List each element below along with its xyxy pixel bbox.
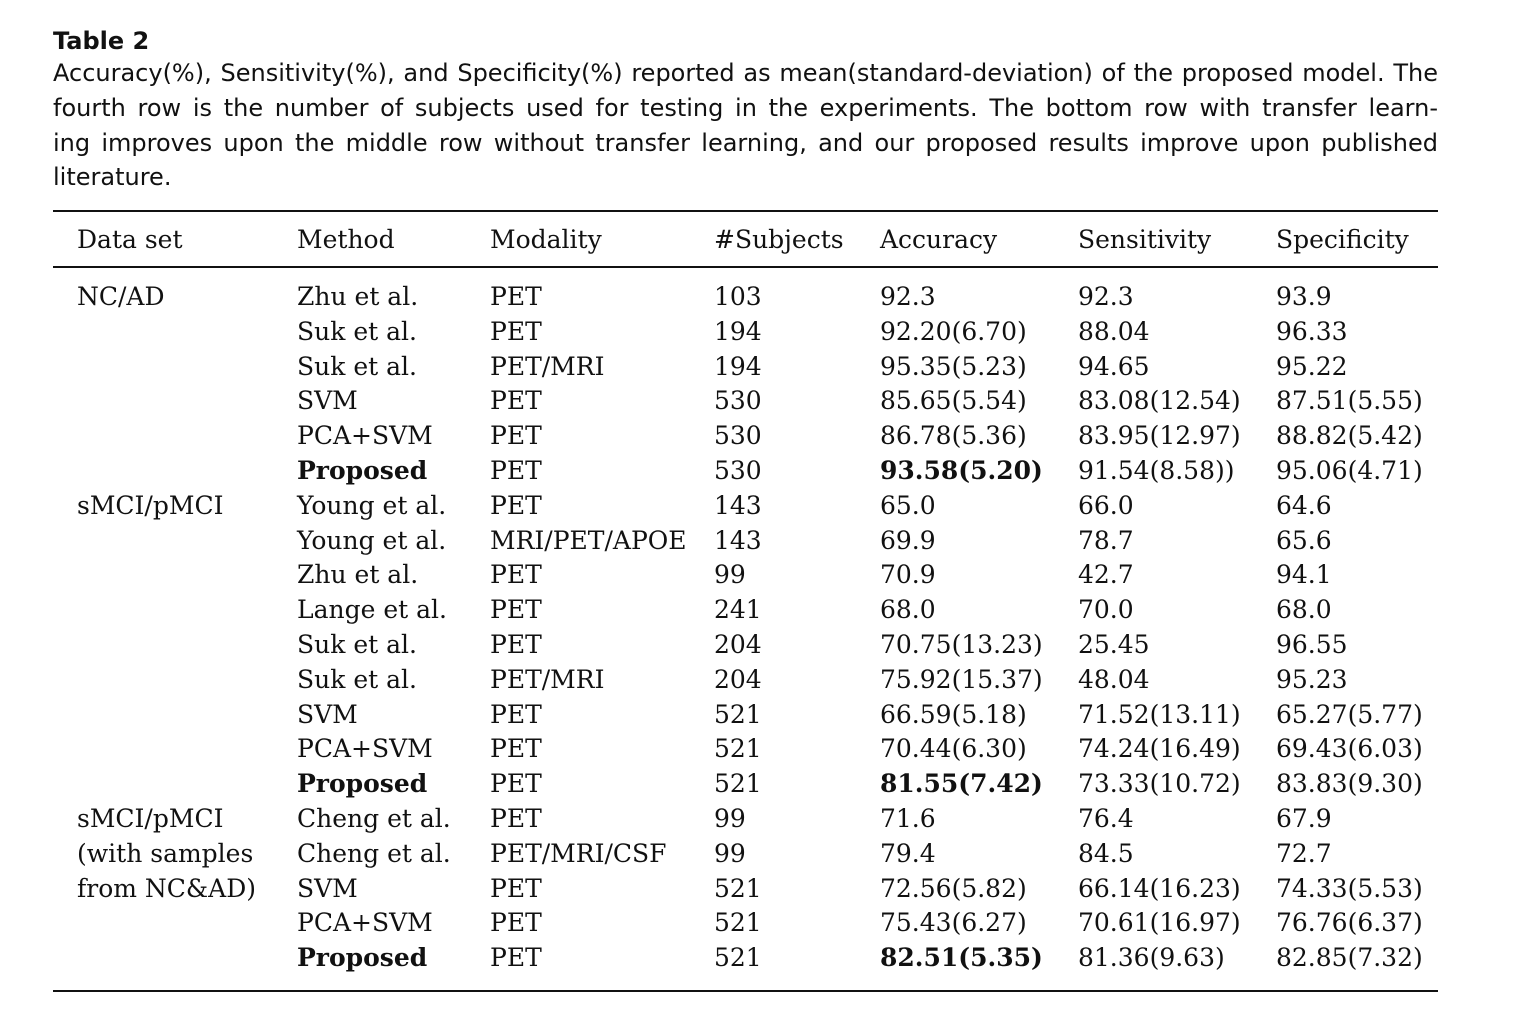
cell-method: Young et al. xyxy=(297,490,447,520)
cell-subjects: 521 xyxy=(714,769,762,799)
cell-accuracy: 65.0 xyxy=(880,490,936,520)
cell-dataset xyxy=(53,524,297,559)
cell-sensitivity: 92.3 xyxy=(1078,282,1134,311)
cell-specificity: 82.85(7.32) xyxy=(1276,943,1423,973)
cell-sensitivity: 74.24(16.49) xyxy=(1078,734,1241,764)
cell-method: Suk et al. xyxy=(297,664,417,694)
cell-specificity: 76.76(6.37) xyxy=(1276,908,1423,938)
cell-specificity: 72.7 xyxy=(1276,838,1332,868)
cell-modality: PET xyxy=(490,803,542,833)
cell-specificity: 95.22 xyxy=(1276,351,1348,381)
cell-accuracy: 71.6 xyxy=(880,803,936,833)
cell-method: Proposed xyxy=(297,769,428,799)
cell-dataset xyxy=(53,454,297,489)
cell-modality: PET xyxy=(490,595,542,625)
table-row xyxy=(53,837,1438,872)
cell-dataset xyxy=(53,558,297,593)
cell-dataset xyxy=(53,941,297,991)
table-row xyxy=(53,767,1438,802)
cell-specificity: 83.83(9.30) xyxy=(1276,769,1423,799)
cell-method: Suk et al. xyxy=(297,316,417,346)
cell-dataset: sMCI/pMCI xyxy=(77,803,224,833)
cell-method: SVM xyxy=(297,873,358,903)
cell-subjects: 521 xyxy=(714,943,762,973)
table-row xyxy=(53,384,1438,419)
caption-block xyxy=(53,26,1438,195)
cell-specificity: 95.06(4.71) xyxy=(1276,455,1423,485)
cell-modality: PET xyxy=(490,699,542,729)
cell-accuracy: 72.56(5.82) xyxy=(880,873,1027,903)
cell-dataset xyxy=(53,698,297,733)
table-row xyxy=(53,419,1438,454)
cell-method: Proposed xyxy=(297,455,428,485)
cell-sensitivity: 71.52(13.11) xyxy=(1078,699,1241,729)
cell-accuracy: 70.9 xyxy=(880,560,936,590)
cell-dataset xyxy=(53,384,297,419)
cell-sensitivity: 76.4 xyxy=(1078,803,1134,833)
table-row xyxy=(53,663,1438,698)
cell-accuracy: 81.55(7.42) xyxy=(880,769,1043,799)
cell-specificity: 96.55 xyxy=(1276,629,1348,659)
cell-modality: PET xyxy=(490,629,542,659)
cell-modality: PET xyxy=(490,873,542,903)
cell-accuracy: 75.43(6.27) xyxy=(880,908,1027,938)
cell-subjects: 103 xyxy=(714,282,762,311)
cell-modality: PET xyxy=(490,769,542,799)
cell-accuracy: 82.51(5.35) xyxy=(880,943,1043,973)
cell-modality: PET/MRI xyxy=(490,351,605,381)
cell-specificity: 69.43(6.03) xyxy=(1276,734,1423,764)
header-method: Method xyxy=(297,224,395,254)
cell-modality: PET xyxy=(490,282,542,311)
cell-specificity: 67.9 xyxy=(1276,803,1332,833)
cell-modality: PET xyxy=(490,943,542,973)
cell-method: Cheng et al. xyxy=(297,803,451,833)
table-title: Table 2 xyxy=(53,27,150,55)
cell-specificity: 74.33(5.53) xyxy=(1276,873,1423,903)
cell-subjects: 530 xyxy=(714,386,762,416)
cell-modality: PET xyxy=(490,421,542,451)
cell-dataset xyxy=(53,315,297,350)
cell-method: Zhu et al. xyxy=(297,560,419,590)
cell-sensitivity: 73.33(10.72) xyxy=(1078,769,1241,799)
table-row xyxy=(53,732,1438,767)
cell-accuracy: 69.9 xyxy=(880,525,936,555)
table-row xyxy=(53,454,1438,489)
table-row xyxy=(53,267,1438,315)
table-row xyxy=(53,350,1438,385)
cell-sensitivity: 25.45 xyxy=(1078,629,1150,659)
cell-dataset xyxy=(53,663,297,698)
cell-sensitivity: 78.7 xyxy=(1078,525,1134,555)
cell-subjects: 241 xyxy=(714,595,762,625)
cell-accuracy: 75.92(15.37) xyxy=(880,664,1043,694)
cell-subjects: 99 xyxy=(714,838,746,868)
cell-accuracy: 92.20(6.70) xyxy=(880,316,1027,346)
cell-modality: MRI/PET/APOE xyxy=(490,525,687,555)
cell-modality: PET xyxy=(490,386,542,416)
table-row xyxy=(53,872,1438,907)
header-sensitivity: Sensitivity xyxy=(1078,224,1212,254)
cell-dataset: from NC&AD) xyxy=(77,873,257,903)
cell-method: Young et al. xyxy=(297,525,447,555)
cell-subjects: 521 xyxy=(714,873,762,903)
cell-subjects: 143 xyxy=(714,490,762,520)
cell-sensitivity: 81.36(9.63) xyxy=(1078,943,1225,973)
cell-subjects: 204 xyxy=(714,664,762,694)
cell-dataset: NC/AD xyxy=(77,282,165,311)
cell-specificity: 88.82(5.42) xyxy=(1276,421,1423,451)
cell-sensitivity: 83.08(12.54) xyxy=(1078,386,1241,416)
cell-modality: PET xyxy=(490,455,542,485)
header-modality: Modality xyxy=(490,224,602,254)
table-row xyxy=(53,941,1438,991)
cell-dataset: (with samples xyxy=(77,838,254,868)
cell-sensitivity: 42.7 xyxy=(1078,560,1134,590)
table-row xyxy=(53,802,1438,837)
header-accuracy: Accuracy xyxy=(880,224,998,254)
cell-sensitivity: 88.04 xyxy=(1078,316,1150,346)
caption-line: ing improves upon the middle row without transfer learning, and our proposed results improve upon published xyxy=(53,128,1438,157)
cell-accuracy: 93.58(5.20) xyxy=(880,455,1043,485)
cell-subjects: 521 xyxy=(714,734,762,764)
cell-accuracy: 68.0 xyxy=(880,595,936,625)
cell-dataset xyxy=(53,767,297,802)
cell-method: Suk et al. xyxy=(297,629,417,659)
cell-method: Lange et al. xyxy=(297,595,447,625)
cell-method: Zhu et al. xyxy=(297,282,419,311)
cell-dataset: sMCI/pMCI xyxy=(77,490,224,520)
cell-modality: PET xyxy=(490,316,542,346)
table-row xyxy=(53,628,1438,663)
cell-subjects: 99 xyxy=(714,803,746,833)
table-row xyxy=(53,489,1438,524)
cell-subjects: 143 xyxy=(714,525,762,555)
cell-method: SVM xyxy=(297,699,358,729)
cell-method: Cheng et al. xyxy=(297,838,451,868)
caption-line: fourth row is the number of subjects used for testing in the experiments. The bottom row with transfer learn- xyxy=(53,93,1438,122)
cell-method: Suk et al. xyxy=(297,351,417,381)
cell-sensitivity: 83.95(12.97) xyxy=(1078,421,1241,451)
cell-accuracy: 95.35(5.23) xyxy=(880,351,1027,381)
table-row xyxy=(53,906,1438,941)
cell-subjects: 521 xyxy=(714,908,762,938)
cell-specificity: 65.27(5.77) xyxy=(1276,699,1423,729)
header-specificity: Specificity xyxy=(1276,224,1409,254)
cell-specificity: 95.23 xyxy=(1276,664,1348,694)
cell-subjects: 194 xyxy=(714,351,762,381)
cell-specificity: 94.1 xyxy=(1276,560,1332,590)
cell-modality: PET xyxy=(490,560,542,590)
cell-specificity: 68.0 xyxy=(1276,595,1332,625)
cell-dataset xyxy=(53,350,297,385)
cell-accuracy: 70.44(6.30) xyxy=(880,734,1027,764)
cell-sensitivity: 84.5 xyxy=(1078,838,1134,868)
cell-modality: PET xyxy=(490,734,542,764)
cell-accuracy: 66.59(5.18) xyxy=(880,699,1027,729)
cell-modality: PET/MRI/CSF xyxy=(490,838,667,868)
cell-method: SVM xyxy=(297,386,358,416)
table-row xyxy=(53,558,1438,593)
cell-sensitivity: 94.65 xyxy=(1078,351,1150,381)
cell-modality: PET xyxy=(490,490,542,520)
header-subjects: #Subjects xyxy=(714,224,844,254)
table-row xyxy=(53,315,1438,350)
cell-accuracy: 79.4 xyxy=(880,838,936,868)
table-row xyxy=(53,698,1438,733)
cell-sensitivity: 70.61(16.97) xyxy=(1078,908,1241,938)
cell-method: PCA+SVM xyxy=(297,734,433,764)
cell-dataset xyxy=(53,628,297,663)
cell-sensitivity: 48.04 xyxy=(1078,664,1150,694)
results-table xyxy=(53,210,1438,992)
header-dataset: Data set xyxy=(77,224,183,254)
cell-dataset xyxy=(53,419,297,454)
caption-line: literature. xyxy=(53,163,172,192)
cell-specificity: 64.6 xyxy=(1276,490,1332,520)
cell-subjects: 530 xyxy=(714,421,762,451)
table-body xyxy=(53,267,1438,991)
cell-accuracy: 70.75(13.23) xyxy=(880,629,1043,659)
caption-line: Accuracy(%), Sensitivity(%), and Specificity(%) reported as mean(standard-deviation) of the proposed model. The xyxy=(53,59,1438,87)
cell-accuracy: 86.78(5.36) xyxy=(880,421,1027,451)
cell-specificity: 65.6 xyxy=(1276,525,1332,555)
cell-method: PCA+SVM xyxy=(297,908,433,938)
cell-sensitivity: 66.0 xyxy=(1078,490,1134,520)
cell-dataset xyxy=(53,732,297,767)
cell-sensitivity: 66.14(16.23) xyxy=(1078,873,1241,903)
cell-modality: PET xyxy=(490,908,542,938)
cell-subjects: 530 xyxy=(714,455,762,485)
cell-method: PCA+SVM xyxy=(297,421,433,451)
cell-accuracy: 92.3 xyxy=(880,282,936,311)
cell-subjects: 204 xyxy=(714,629,762,659)
header-row xyxy=(53,211,1438,267)
cell-accuracy: 85.65(5.54) xyxy=(880,386,1027,416)
cell-method: Proposed xyxy=(297,943,428,973)
cell-subjects: 99 xyxy=(714,560,746,590)
cell-specificity: 96.33 xyxy=(1276,316,1348,346)
cell-subjects: 194 xyxy=(714,316,762,346)
table-row xyxy=(53,524,1438,559)
cell-modality: PET/MRI xyxy=(490,664,605,694)
cell-sensitivity: 70.0 xyxy=(1078,595,1134,625)
cell-dataset xyxy=(53,906,297,941)
table-row xyxy=(53,593,1438,628)
cell-sensitivity: 91.54(8.58)) xyxy=(1078,455,1235,485)
table-caption xyxy=(53,56,1438,195)
cell-specificity: 87.51(5.55) xyxy=(1276,386,1423,416)
cell-dataset xyxy=(53,593,297,628)
cell-specificity: 93.9 xyxy=(1276,282,1332,311)
cell-subjects: 521 xyxy=(714,699,762,729)
